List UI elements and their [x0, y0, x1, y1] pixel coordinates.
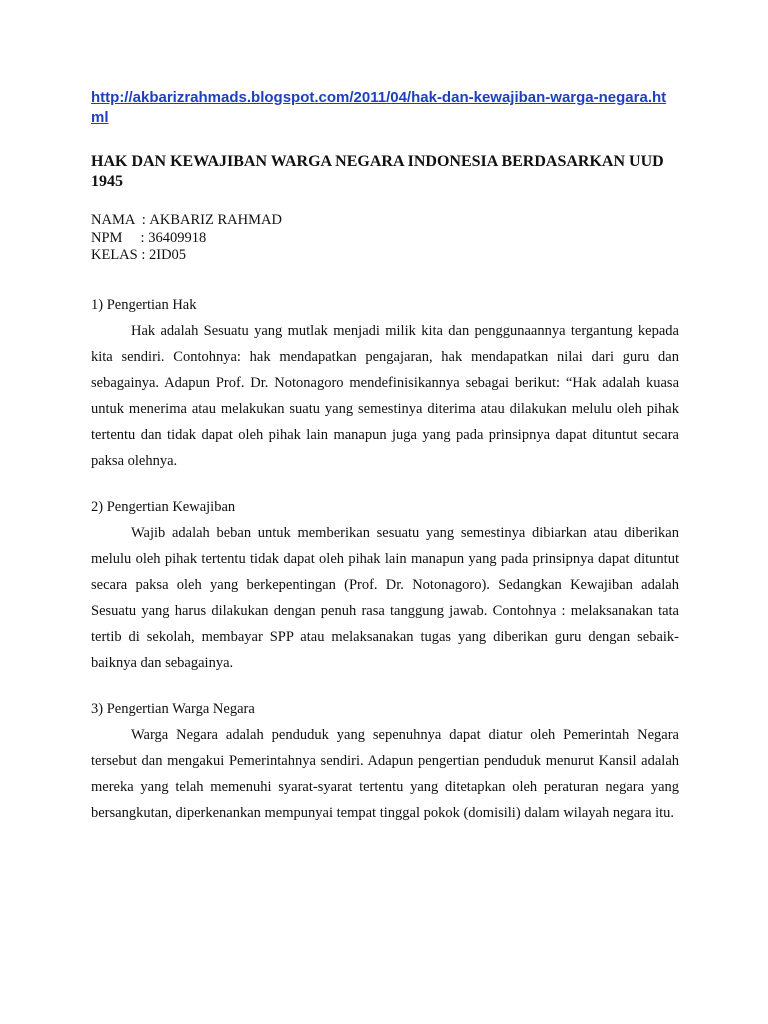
- name-value: AKBARIZ RAHMAD: [149, 212, 282, 228]
- name-label: NAMA :: [91, 212, 150, 228]
- section-paragraph: Hak adalah Sesuatu yang mutlak menjadi milik kita dan penggunaannya tergantung kepada kita sendiri. Contohnya: hak mendapatkan pengajaran, hak mendapatkan nilai dari guru dan sebagainya. Adapun Prof. Dr. Notonagoro mendefinisikannya sebagai berikut: “Hak adalah kuasa untuk menerima atau melakukan suatu yang semestinya diterima atau dilakukan melulu oleh pihak tertentu dan tidak dapat oleh pihak lain manapun juga yang pada prinsipnya dapat dituntut secara paksa olehnya.: [91, 322, 679, 469]
- npm-row: [91, 230, 679, 248]
- class-row: [91, 247, 679, 265]
- npm-label: NPM :: [91, 229, 149, 246]
- name-row: [91, 212, 679, 230]
- section-heading: 2) Pengertian Kewajiban: [91, 498, 236, 515]
- section-heading: 1) Pengertian Hak: [91, 296, 197, 313]
- source-link[interactable]: http://akbarizrahmads.blogspot.com/2011/04/hak-dan-kewajiban-warga-negara.html: [91, 89, 667, 126]
- section-hak: [91, 296, 679, 474]
- section-heading: 3) Pengertian Warga Negara: [91, 700, 255, 717]
- class-label: KELAS :: [91, 247, 149, 263]
- section-paragraph: Wajib adalah beban untuk memberikan sesuatu yang semestinya dibiarkan atau diberikan melulu oleh pihak tertentu tidak dapat oleh pihak lain manapun yang pada prinsipnya dapat dituntut secara paksa oleh yang berkepentingan (Prof. Dr. Notonagoro). Sedangkan Kewajiban adalah Sesuatu yang harus dilakukan dengan penuh rasa tanggung jawab. Contohnya : melaksanakan tata tertib di sekolah, membayar SPP atau melaksanakan tugas yang diberikan guru dengan sebaik-baiknya dan sebagainya.: [91, 524, 679, 671]
- identity-block: [91, 212, 679, 265]
- section-warga-negara: [91, 700, 679, 826]
- document-title: HAK DAN KEWAJIBAN WARGA NEGARA INDONESIA BERDASARKAN UUD 1945: [91, 153, 664, 190]
- section-paragraph: Warga Negara adalah penduduk yang sepenuhnya dapat diatur oleh Pemerintah Negara tersebut dan mengakui Pemerintahnya sendiri. Adapun pengertian penduduk menurut Kansil adalah mereka yang telah memenuhi syarat-syarat tertentu yang ditetapkan oleh peraturan negara yang bersangkutan, diperkenankan mempunyai tempat tinggal pokok (domisili) dalam wilayah negara itu.: [91, 726, 679, 821]
- document-page: [91, 88, 679, 826]
- npm-value: 36409918: [148, 229, 207, 246]
- class-value: 2ID05: [149, 247, 187, 263]
- section-kewajiban: [91, 498, 679, 676]
